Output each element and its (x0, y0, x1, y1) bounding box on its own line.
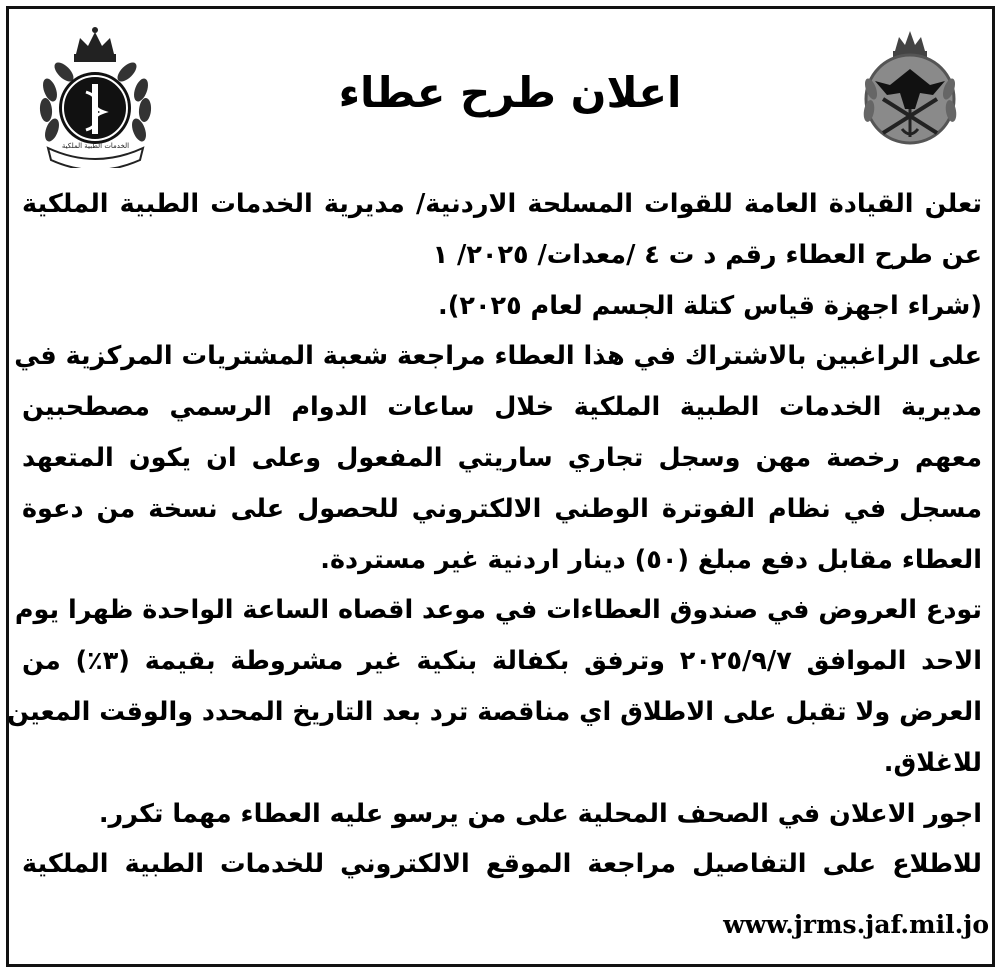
body-line: عن طرح العطاء رقم د ت ٤ /معدات/ ٢٠٢٥/ ١ (432, 239, 982, 270)
emblem-caption: الخدمات الطبية الملكية (61, 142, 130, 150)
crown-icon (893, 31, 927, 57)
jordan-armed-forces-emblem-icon (845, 25, 975, 145)
body-line: للاغلاق. (883, 747, 982, 778)
announcement-body (7, 179, 982, 890)
body-line: اجور الاعلان في الصحف المحلية على من يرسو عليه العطاء مهما تكرر. (98, 798, 982, 829)
body-line: معهم رخصة مهن وسجل تجاري ساريتي المفعول وعلى ان يكون المتعهد (22, 442, 982, 473)
body-line: للاطلاع على التفاصيل مراجعة الموقع الالكتروني للخدمات الطبية الملكية (22, 849, 982, 880)
body-line: الاحد الموافق ٢٠٢٥/٩/٧ وترفق بكفالة بنكية غير مشروطة بقيمة (٣٪) من (22, 646, 982, 677)
crown-icon (74, 27, 116, 62)
body-line: العرض ولا تقبل على الاطلاق اي مناقصة ترد بعد التاريخ المحدد والوقت المعين (7, 696, 982, 727)
body-line: مسجل في نظام الفوترة الوطني الالكتروني للحصول على نسخة من دعوة (22, 493, 982, 524)
announcement-title: اعلان طرح عطاء (338, 68, 682, 117)
body-line: تعلن القيادة العامة للقوات المسلحة الاردنية/ مديرية الخدمات الطبية الملكية (22, 189, 982, 219)
body-line: (شراء اجهزة قياس كتلة الجسم لعام ٢٠٢٥). (438, 290, 982, 321)
website-link[interactable]: www.jrms.jaf.mil.jo (723, 910, 989, 939)
body-line: تودع العروض في صندوق العطاءات في موعد اقصاه الساعة الواحدة ظهرا يوم (14, 595, 982, 626)
body-line: على الراغبين بالاشتراك في هذا العطاء مراجعة شعبة المشتريات المركزية في (14, 341, 982, 372)
body-line: العطاء مقابل دفع مبلغ (٥٠) دينار اردنية غير مستردة. (320, 544, 982, 575)
body-line: مديرية الخدمات الطبية الملكية خلال ساعات الدوام الرسمي مصطحبين (22, 392, 982, 423)
